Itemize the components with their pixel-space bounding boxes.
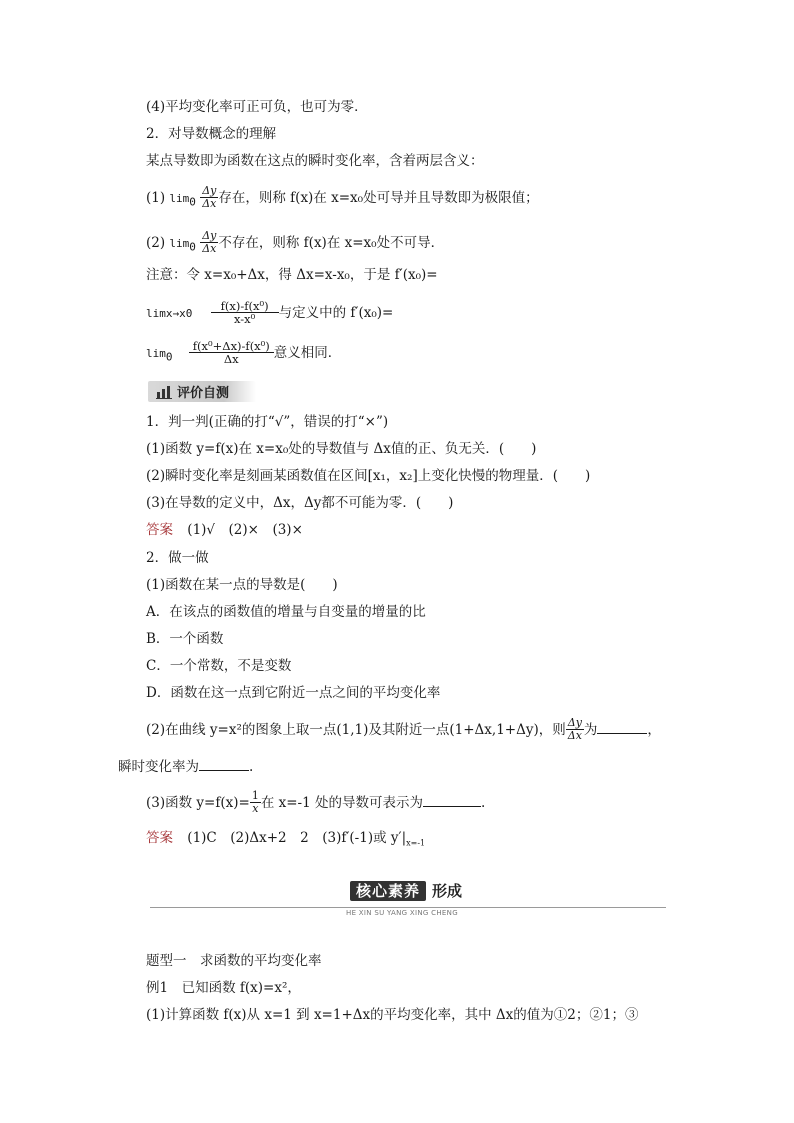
answer-blank bbox=[597, 721, 647, 734]
limit-line-1 bbox=[146, 186, 539, 212]
text: 为 bbox=[583, 722, 598, 738]
lim-symbol: lim bbox=[169, 192, 190, 205]
lim-sub: 0 bbox=[165, 350, 173, 364]
option-d: D．函数在这一点到它附近一点之间的平均变化率 bbox=[146, 685, 441, 701]
bar-chart-icon bbox=[156, 385, 172, 399]
text: 不存在，则称 f(x)在 x=x₀处不可导． bbox=[218, 235, 445, 251]
text: (3)函数 y=f(x)= bbox=[146, 795, 250, 811]
label: (2) bbox=[146, 235, 166, 251]
section-header bbox=[150, 877, 666, 917]
lim-symbol: limx→x0 bbox=[146, 307, 193, 320]
lim-symbol: lim bbox=[169, 237, 190, 250]
text-line: 某点导数即为函数在这点的瞬时变化率，含着两层含义： bbox=[146, 153, 484, 169]
text: 瞬时变化率为 bbox=[118, 759, 199, 775]
fraction: $\frac{\text{f(x⁰+Δx)-f(x⁰)}}{\Delta x}$ bbox=[189, 340, 274, 365]
question-item bbox=[146, 791, 485, 816]
answer-tag: 答案 bbox=[146, 830, 173, 846]
text: (2)在曲线 y=x²的图象上取一点(1,1)及其附近一点(1+Δx,1+Δy)，则 bbox=[146, 722, 566, 738]
answer-tag: 答案 bbox=[146, 522, 173, 538]
section-badge bbox=[148, 381, 256, 402]
lim-symbol: lim bbox=[146, 347, 166, 360]
limit-line-4 bbox=[146, 341, 341, 367]
answer-blank bbox=[199, 758, 249, 771]
section-title-tail: 形成 bbox=[432, 882, 463, 900]
divider bbox=[150, 907, 666, 908]
answer-text: (1)C (2)Δx+2 2 (3)f′(-1)或 y′| bbox=[187, 830, 407, 846]
badge-title: 评价自测 bbox=[177, 386, 230, 401]
label: (1) bbox=[146, 190, 166, 206]
lim-sub: 0 bbox=[189, 240, 196, 254]
lim-sub: 0 bbox=[189, 195, 196, 209]
answer-line bbox=[146, 521, 303, 539]
answer-line bbox=[146, 829, 425, 853]
option-c: C．一个常数，不是变数 bbox=[146, 658, 292, 674]
question-heading: 2．做一做 bbox=[146, 550, 209, 566]
question-item: (1)函数在某一点的导数是( ) bbox=[146, 577, 338, 593]
topic-heading: 题型一 求函数的平均变化率 bbox=[146, 953, 322, 969]
answer-text: (1)√ (2)× (3)× bbox=[187, 522, 303, 538]
subheading: 2．对导数概念的理解 bbox=[146, 126, 277, 142]
text: 与定义中的 f′(x₀)= bbox=[278, 305, 394, 321]
fraction: $\frac{\text{f(x)-f(x⁰)}}{\text{x-x⁰}}$ bbox=[211, 300, 279, 325]
question-item: (2)瞬时变化率是刻画某函数值在区间[x₁，x₂]上变化快慢的物理量．( ) bbox=[146, 468, 591, 484]
question-item bbox=[146, 718, 661, 743]
question-item: (1)函数 y=f(x)在 x=x₀处的导数值与 Δx值的正、负无关．( ) bbox=[146, 441, 537, 457]
option-a: A．在该点的函数值的增量与自变量的增量的比 bbox=[146, 604, 426, 620]
question-item: (3)在导数的定义中，Δx，Δy都不可能为零．( ) bbox=[146, 495, 454, 511]
example-line: 例1 已知函数 f(x)=x²， bbox=[146, 980, 301, 996]
text-line: 注意：令 x=x₀+Δx，得 Δx=x-x₀，于是 f′(x₀)= bbox=[146, 267, 438, 283]
text: ， bbox=[647, 722, 661, 738]
text: 在 x=-1 处的导数可表示为 bbox=[260, 795, 423, 811]
text: . bbox=[249, 759, 254, 775]
text: 存在，则称 f(x)在 x=x₀处可导并且导数即为极限值； bbox=[218, 190, 539, 206]
answer-blank bbox=[423, 794, 481, 807]
question-heading: 1．判一判(正确的打“√”，错误的打“×”) bbox=[146, 414, 389, 430]
fraction: $\frac{1}{x}$ bbox=[251, 789, 259, 815]
limit-line-3 bbox=[146, 301, 393, 326]
fraction: $\frac{\Delta y}{\Delta x}$ bbox=[567, 716, 582, 742]
fraction: $\frac{\Delta y}{\Delta x}$ bbox=[202, 229, 217, 255]
fraction: $\frac{\Delta y}{\Delta x}$ bbox=[202, 184, 217, 210]
limit-line-2 bbox=[146, 231, 444, 257]
text: 意义相同． bbox=[273, 345, 342, 361]
section-title: 核心素养 bbox=[350, 881, 426, 901]
text: . bbox=[480, 795, 486, 811]
example-line: (1)计算函数 f(x)从 x=1 到 x=1+Δx的平均变化率，其中 Δx的值为①2；②1；③ bbox=[146, 1007, 639, 1023]
answer-sub: x=-1 bbox=[406, 838, 426, 848]
question-item-cont bbox=[118, 758, 253, 776]
text-line: (4)平均变化率可正可负，也可为零． bbox=[146, 99, 368, 115]
option-b: B．一个函数 bbox=[146, 631, 224, 647]
section-subtitle: HE XIN SU YANG XING CHENG bbox=[346, 909, 458, 917]
